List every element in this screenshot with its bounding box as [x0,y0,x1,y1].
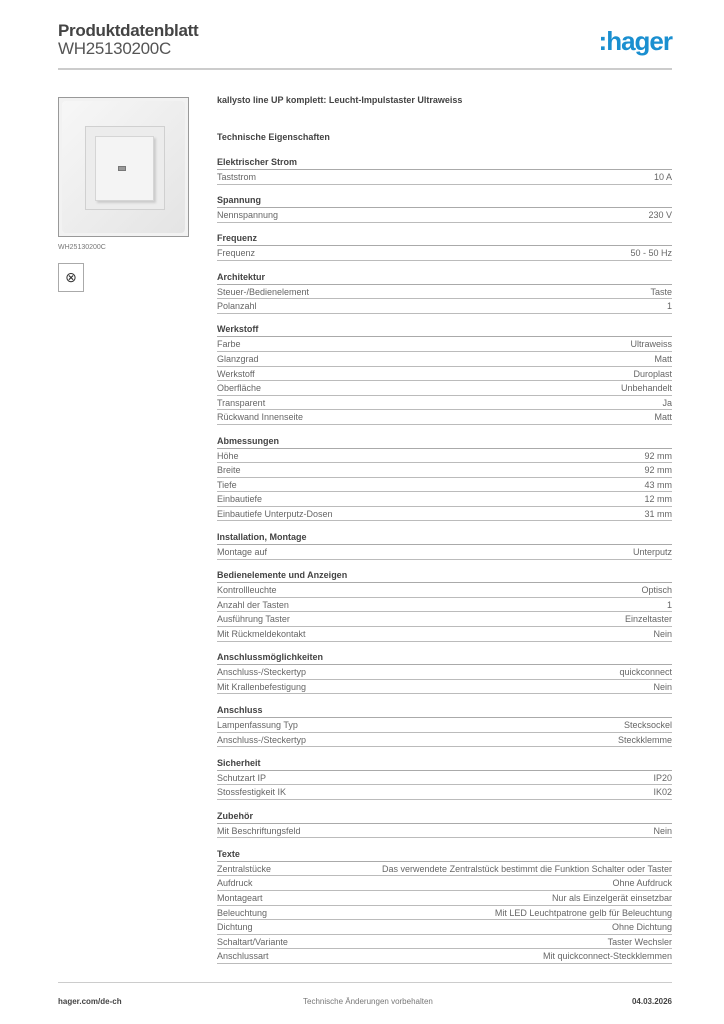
spec-row [217,906,672,921]
spec-section [217,848,672,964]
footer-date: 04.03.2026 [631,997,672,1006]
spec-value: 1 [666,301,672,312]
spec-row [217,824,672,839]
section-title: Werkstoff [217,323,672,337]
spec-label: Farbe [217,339,241,350]
spec-label: Aufdruck [217,878,253,889]
spec-label: Mit Beschriftungsfeld [217,825,301,836]
hager-logo: :hager [598,26,672,56]
spec-section [217,232,672,261]
spec-value: Unterputz [632,547,672,558]
spec-row [217,583,672,598]
spec-label: Schaltart/Variante [217,936,288,947]
spec-value: 31 mm [644,508,672,519]
spec-value: Matt [654,412,672,423]
spec-row [217,612,672,627]
spec-value: IP20 [653,772,672,783]
spec-value: Einzeltaster [624,614,672,625]
spec-row [217,478,672,493]
spec-value: quickconnect [619,667,672,678]
spec-row [217,862,672,877]
spec-label: Mit Krallenbefestigung [217,681,307,692]
spec-section [217,156,672,185]
spec-value: Nein [653,681,672,692]
spec-value: Nein [653,629,672,640]
spec-value: 43 mm [644,479,672,490]
spec-label: Breite [217,465,241,476]
section-title: Zubehör [217,810,672,824]
spec-value: Steckklemme [617,734,672,745]
section-title: Anschlussmöglichkeiten [217,651,672,665]
spec-label: Lampenfassung Typ [217,720,298,730]
header-divider [58,68,672,70]
spec-value: IK02 [653,787,672,798]
spec-row [217,545,672,560]
spec-value: Das verwendete Zentralstück bestimmt die Funktion Schalter oder Taster [382,863,672,874]
spec-row [217,680,672,695]
spec-label: Nennspannung [217,210,279,221]
spec-value: Ultraweiss [630,339,672,350]
spec-section [217,810,672,839]
footer-website[interactable]: hager.com/de-ch [58,997,122,1006]
spec-section [217,323,672,425]
section-title: Installation, Montage [217,531,672,545]
spec-label: Dichtung [217,922,253,933]
spec-value: Mit quickconnect-Steckklemmen [542,951,672,962]
section-title: Abmessungen [217,435,672,449]
spec-row [217,396,672,411]
spec-label: Frequenz [217,248,256,259]
spec-value: Unbehandelt [620,383,672,394]
spec-row [217,299,672,314]
spec-row [217,285,672,300]
section-title: Elektrischer Strom [217,156,672,170]
spec-label: Rückwand Innenseite [217,412,304,423]
switch-key [95,136,154,201]
spec-row [217,492,672,507]
spec-label: Oberfläche [217,383,262,394]
section-title: Texte [217,848,672,862]
spec-label: Anschluss-/Steckertyp [217,734,307,745]
spec-value: 92 mm [644,465,672,476]
spec-value: Taster Wechsler [607,936,672,947]
spec-label: Zentralstücke [217,863,272,874]
spec-row [217,367,672,382]
spec-value: Ohne Dichtung [611,922,672,933]
spec-sections [217,156,672,964]
spec-value: Nein [653,825,672,836]
spec-value: 12 mm [644,494,672,505]
spec-section [217,704,672,747]
spec-value: 1 [666,599,672,610]
spec-row [217,381,672,396]
spec-label: Höhe [217,450,239,461]
product-description: kallysto line UP komplett: Leucht-Impulstaster Ultraweiss [217,95,463,105]
spec-value: Mit LED Leuchtpatrone gelb für Beleuchtung [494,907,672,918]
spec-row [217,507,672,522]
spec-value: 10 A [653,172,672,182]
spec-section [217,271,672,314]
spec-label: Einbautiefe Unterputz-Dosen [217,508,333,519]
spec-row [217,170,672,185]
spec-section [217,531,672,560]
led-indicator [118,166,126,171]
spec-row [217,935,672,950]
spec-row [217,627,672,642]
spec-section [217,757,672,800]
section-title: Frequenz [217,232,672,246]
spec-row [217,876,672,891]
section-title: Anschluss [217,704,672,718]
spec-value: 92 mm [644,450,672,461]
lamp-socket-symbol-icon: ⊗ [58,263,84,292]
spec-value: Matt [654,353,672,364]
spec-row [217,920,672,935]
spec-row [217,598,672,613]
spec-section [217,194,672,223]
spec-label: Anschlussart [217,951,269,962]
document-title: Produktdatenblatt [58,21,199,40]
spec-value: Ohne Aufdruck [612,878,672,889]
spec-label: Beleuchtung [217,907,268,918]
spec-label: Taststrom [217,172,257,182]
spec-label: Schutzart IP [217,772,267,783]
spec-row [217,665,672,680]
spec-section [217,569,672,641]
spec-row [217,463,672,478]
image-caption: WH25130200C [58,244,106,251]
product-code: WH25130200C [58,39,171,58]
spec-label: Tiefe [217,479,237,490]
spec-row [217,891,672,906]
section-title: Sicherheit [217,757,672,771]
spec-label: Stossfestigkeit IK [217,787,287,798]
specifications [217,95,672,974]
spec-row [217,352,672,367]
spec-label: Polanzahl [217,301,257,312]
spec-label: Kontrollleuchte [217,585,277,596]
section-title: Spannung [217,194,672,208]
spec-row [217,246,672,261]
spec-label: Steuer-/Bedienelement [217,286,310,297]
spec-value: 50 - 50 Hz [630,248,672,259]
product-image [58,97,189,237]
spec-row [217,208,672,223]
spec-row [217,718,672,733]
spec-row [217,771,672,786]
spec-value: 230 V [648,210,672,221]
spec-label: Einbautiefe [217,494,263,505]
spec-value: Duroplast [633,368,672,379]
spec-value: Optisch [641,585,672,596]
spec-value: Ja [662,397,672,408]
spec-label: Glanzgrad [217,353,259,364]
spec-row [217,449,672,464]
footer-notice: Technische Änderungen vorbehalten [303,997,433,1006]
spec-section [217,651,672,694]
section-title: Architektur [217,271,672,285]
spec-value: Stecksockel [623,720,672,730]
spec-value: Taste [650,286,672,297]
spec-row [217,410,672,425]
spec-label: Mit Rückmeldekontakt [217,629,306,640]
spec-label: Anschluss-/Steckertyp [217,667,307,678]
spec-value: Nur als Einzelgerät einsetzbar [551,892,672,903]
spec-label: Montageart [217,892,263,903]
spec-row [217,785,672,800]
spec-label: Ausführung Taster [217,614,290,625]
spec-row [217,337,672,352]
section-title: Bedienelemente und Anzeigen [217,569,672,583]
technical-properties-heading: Technische Eigenschaften [217,132,330,142]
switch-plate [62,101,185,233]
spec-label: Anzahl der Tasten [217,599,289,610]
spec-label: Werkstoff [217,368,255,379]
spec-label: Transparent [217,397,266,408]
spec-row [217,949,672,964]
spec-label: Montage auf [217,547,268,558]
spec-section [217,435,672,522]
footer-divider [58,982,672,983]
spec-row [217,733,672,748]
